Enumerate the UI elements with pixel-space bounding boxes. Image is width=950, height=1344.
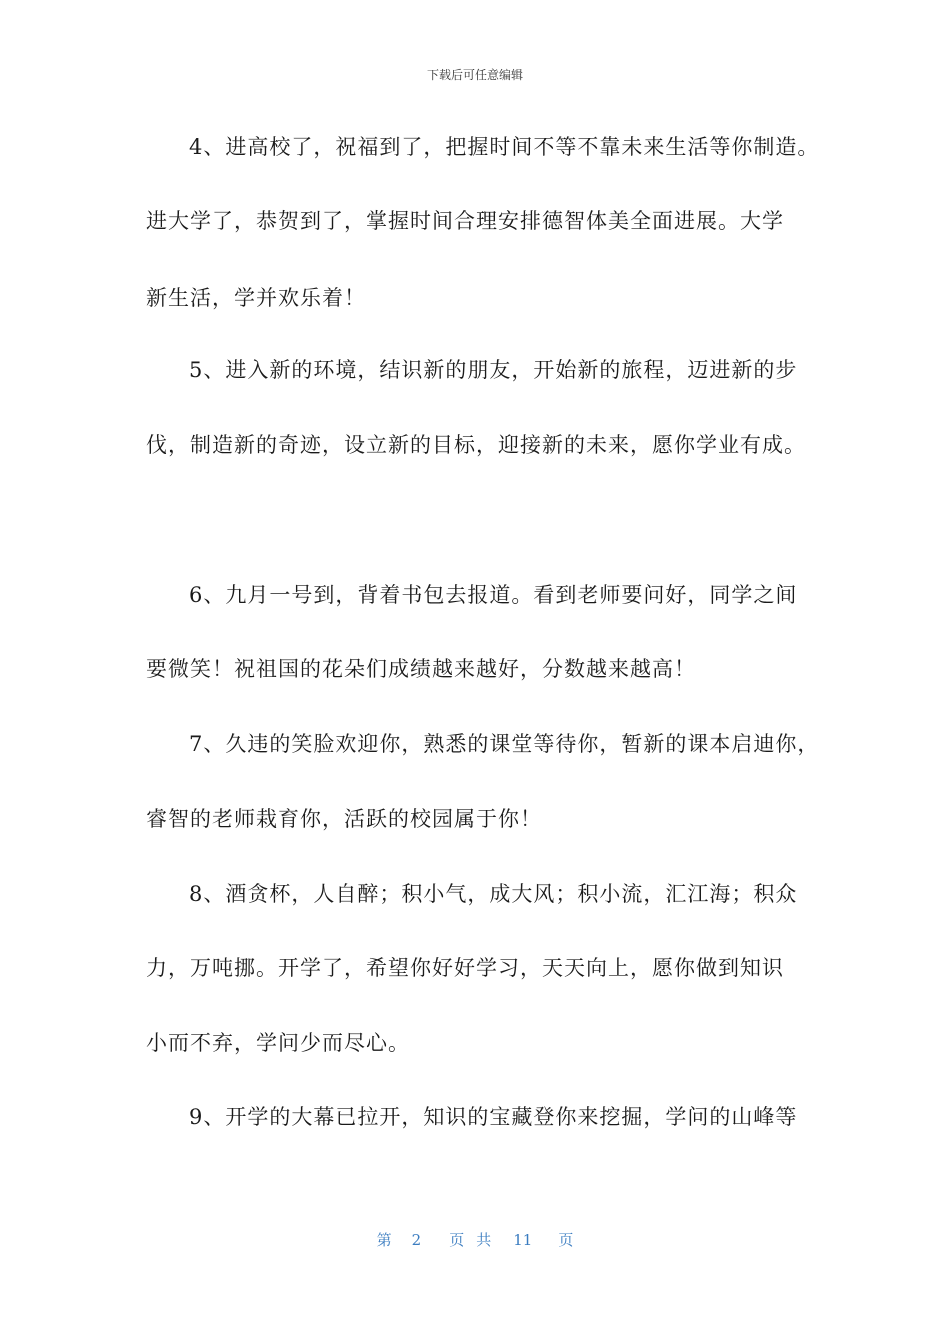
footer-total-suffix: 页 [558,1231,574,1249]
paragraph-line: 4、进高校了，祝福到了，把握时间不等不靠未来生活等你制造。 [189,135,820,159]
page-footer [0,1229,950,1250]
paragraph-line: 睿智的老师栽育你，活跃的校园属于你！ [146,807,542,831]
paragraph-line: 进大学了，恭贺到了，掌握时间合理安排德智体美全面进展。大学 [146,209,784,233]
paragraph-line: 小而不弃，学问少而尽心。 [146,1031,410,1055]
paragraph-line: 6、九月一号到，背着书包去报道。看到老师要问好，同学之间 [189,583,798,607]
paragraph-line: 8、酒贪杯，人自醉；积小气，成大风；积小流，汇江海；积众 [189,882,798,906]
footer-page-number: 2 [411,1231,422,1249]
paragraph-line: 9、开学的大幕已拉开，知识的宝藏登你来挖掘，学问的山峰等 [189,1105,798,1129]
footer-page-label: 第 [376,1231,392,1249]
paragraph-line: 7、久违的笑脸欢迎你，熟悉的课堂等待你，暂新的课本启迪你， [189,732,820,756]
paragraph-line: 新生活，学并欢乐着！ [146,286,366,310]
footer-total-label: 共 [476,1231,492,1249]
paragraph-line: 5、进入新的环境，结识新的朋友，开始新的旅程，迈进新的步 [189,358,798,382]
footer-total-pages: 11 [513,1231,533,1249]
page-header: 下载后可任意编辑 [426,68,523,82]
paragraph-line: 伐，制造新的奇迹，设立新的目标，迎接新的未来，愿你学业有成。 [146,433,806,457]
footer-page-mid: 页 [449,1231,465,1249]
paragraph-line: 要微笑！祝祖国的花朵们成绩越来越好，分数越来越高！ [146,657,696,681]
paragraph-line: 力，万吨挪。开学了，希望你好好学习，天天向上，愿你做到知识 [146,956,784,980]
